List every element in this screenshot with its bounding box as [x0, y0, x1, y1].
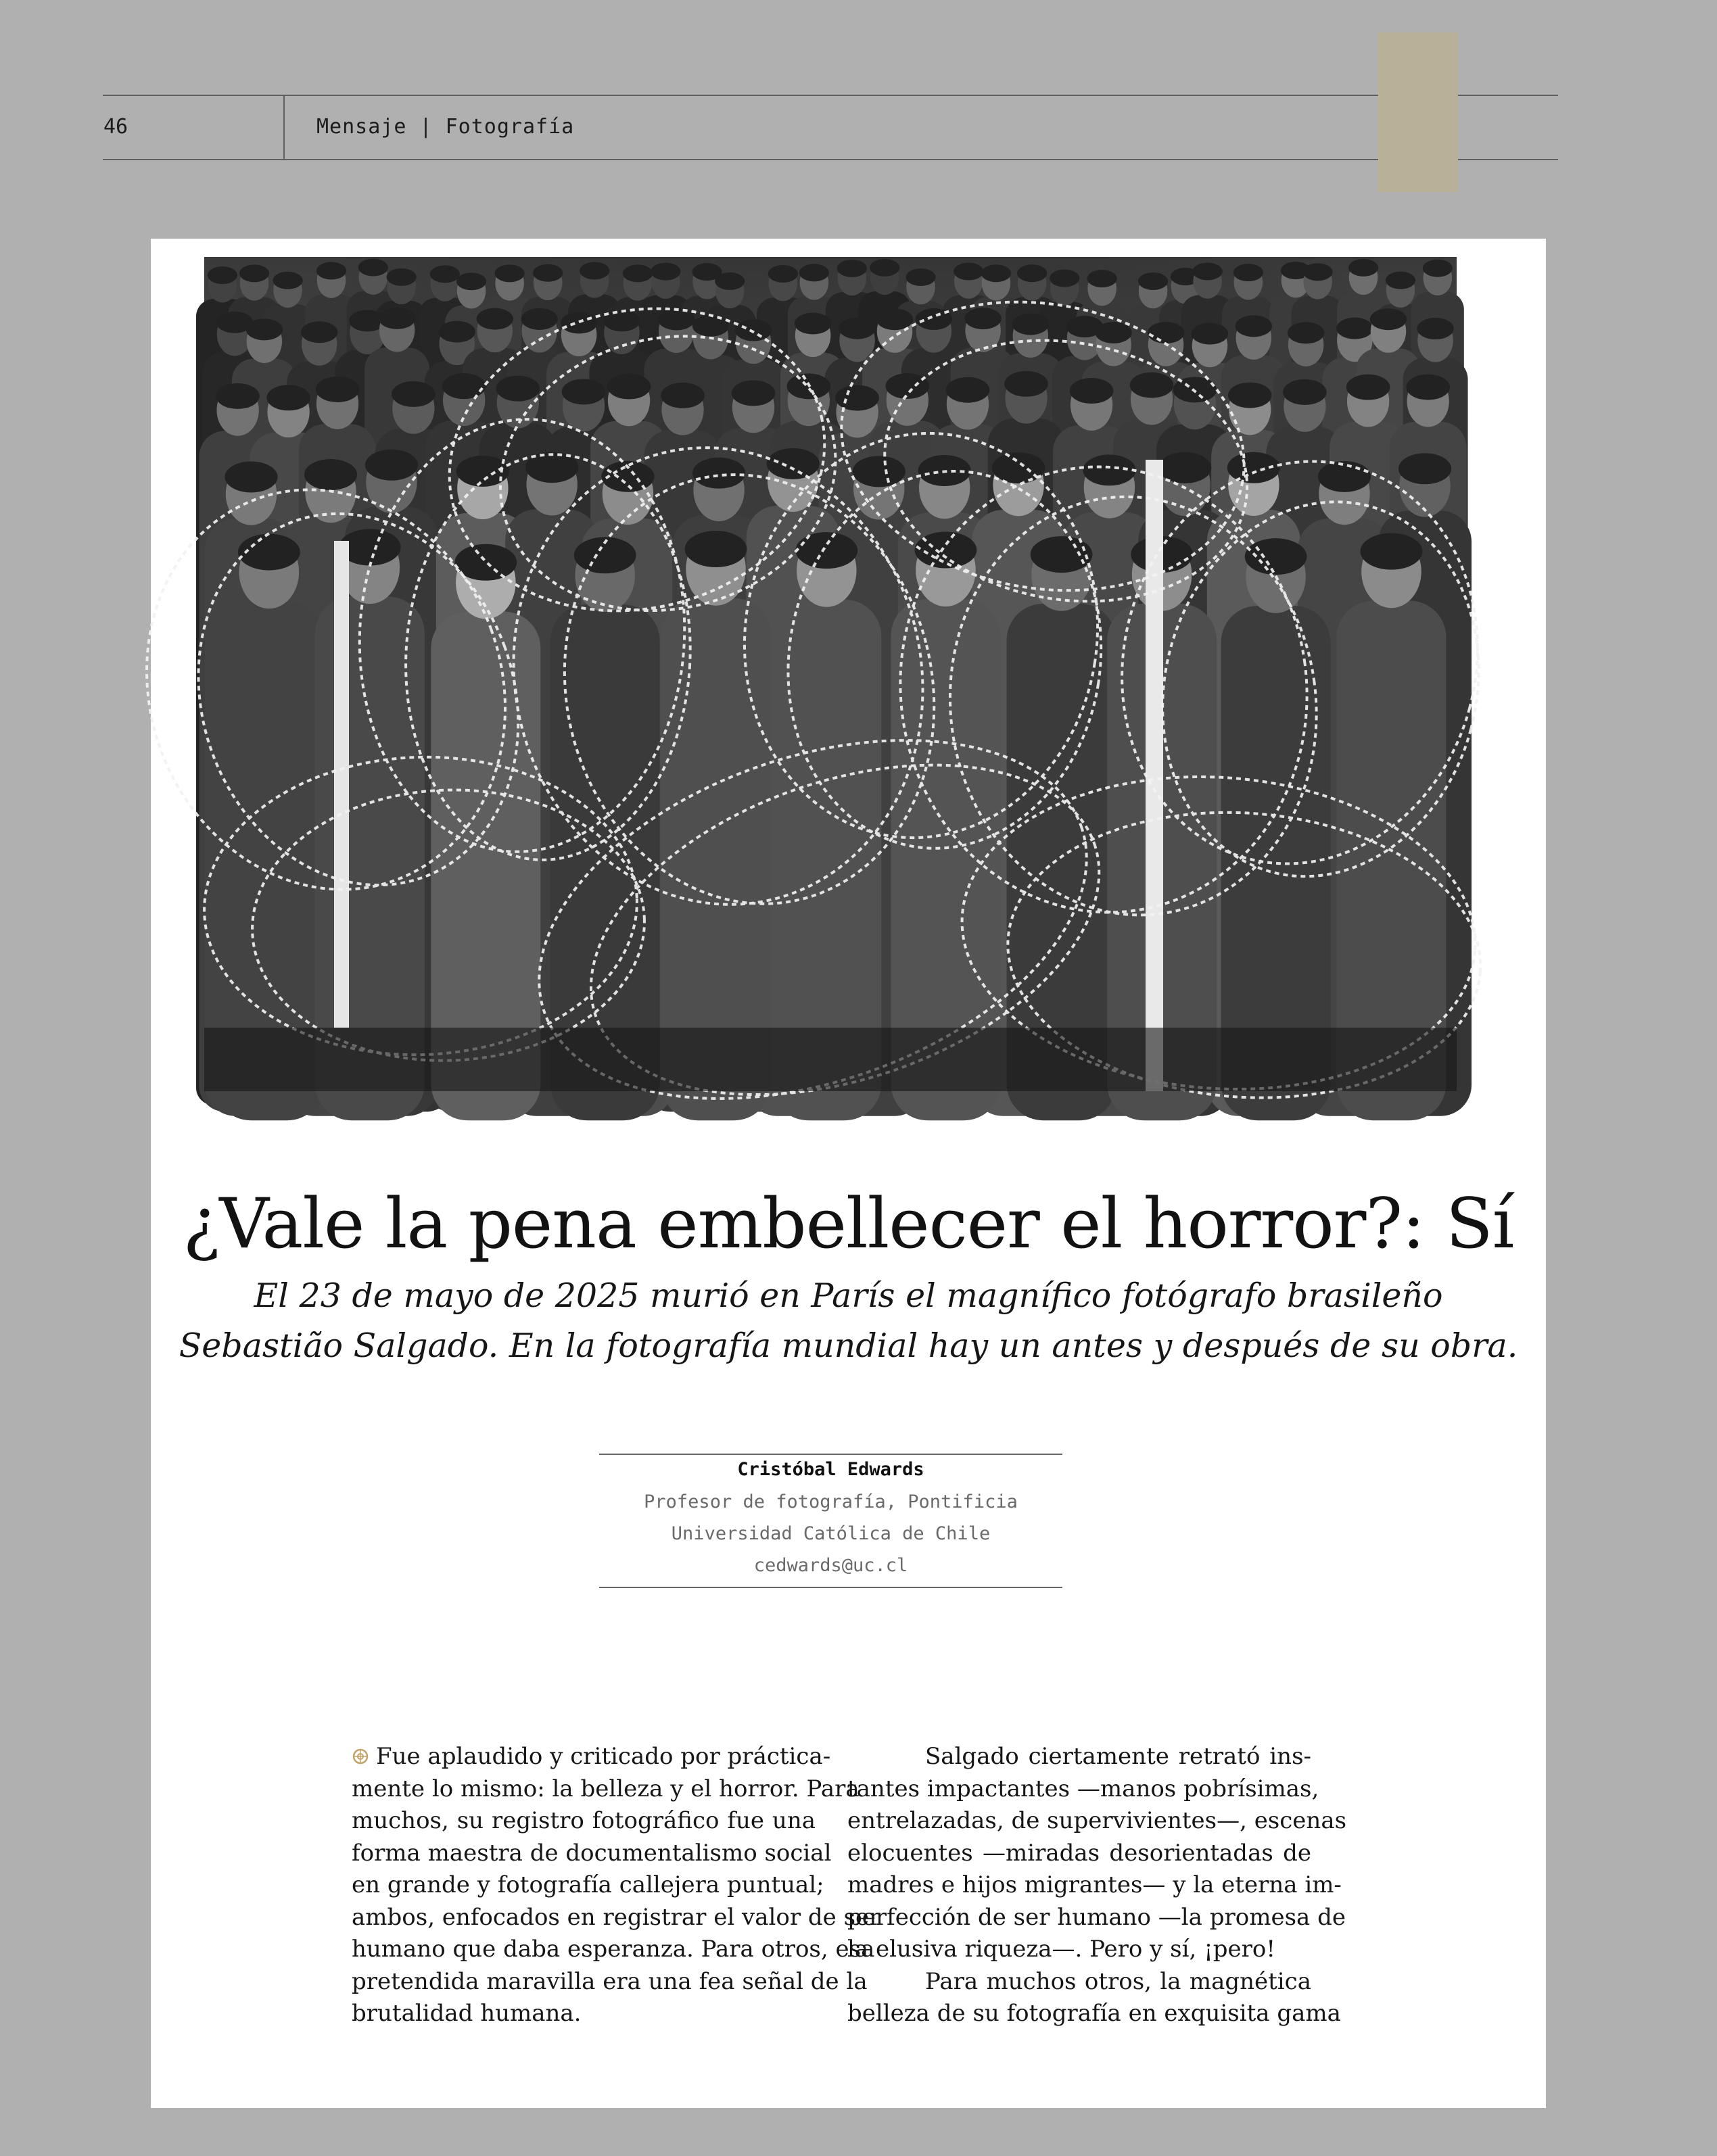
author-affiliation-line-2: Universidad Católica de Chile	[671, 1523, 991, 1544]
body-line: humano que daba esperanza. Para otros, esa	[352, 1936, 875, 1963]
body-column-right	[847, 1741, 1347, 2030]
body-line: mente lo mismo: la belleza y el horror. Para	[352, 1775, 860, 1802]
byline-bottom-rule	[599, 1587, 1062, 1588]
body-line: forma maestra de documentalismo social	[352, 1839, 832, 1867]
body-line: Salgado ciertamente retrató ins-	[925, 1743, 1311, 1770]
body-line: elocuentes —miradas desorientadas de	[847, 1839, 1311, 1867]
body-line: Para muchos otros, la magnética	[925, 1967, 1311, 1995]
body-column-left	[352, 1741, 880, 2030]
body-line: en grande y fotografía callejera puntual;	[352, 1871, 824, 1898]
body-line: madres e hijos migrantes— y la eterna im-	[847, 1871, 1342, 1898]
running-head: Mensaje | Fotografía	[316, 115, 575, 139]
section-color-tab	[1378, 32, 1458, 192]
author-affiliation-line-1: Profesor de fotografía, Pontificia	[644, 1491, 1018, 1512]
crowd-behind-barbed-wire-photo	[204, 257, 1457, 1091]
body-line: belleza de su fotografía en exquisita gama	[847, 2000, 1341, 2027]
article-title: ¿Vale la pena embellecer el horror?: Sí	[183, 1184, 1514, 1265]
ornament-icon	[352, 1748, 369, 1765]
body-line: perfección de ser humano —la promesa de	[847, 1903, 1346, 1931]
article-subtitle-line-1: El 23 de mayo de 2025 murió en París el magnífico fotógrafo brasileño	[254, 1276, 1443, 1315]
body-line: Fue aplaudido y criticado por práctica-	[352, 1741, 816, 1773]
header-top-rule	[103, 95, 1558, 96]
author-name: Cristóbal Edwards	[737, 1459, 924, 1480]
body-line: brutalidad humana.	[352, 2000, 582, 2027]
body-line: ambos, enfocados en registrar el valor de ser	[352, 1903, 880, 1931]
body-line: tantes impactantes —manos pobrísimas,	[847, 1775, 1319, 1802]
body-line: muchos, su registro fotográfico fue una	[352, 1807, 816, 1834]
header-divider	[283, 95, 285, 160]
body-line: pretendida maravilla era una fea señal de la	[352, 1967, 868, 1995]
author-email: cedwards@uc.cl	[753, 1555, 908, 1576]
article-subtitle-line-2: Sebastião Salgado. En la fotografía mundial hay un antes y después de su obra.	[179, 1326, 1518, 1365]
article-page	[151, 239, 1546, 2108]
byline-top-rule	[599, 1454, 1062, 1455]
body-line: la elusiva riqueza—. Pero y sí, ¡pero!	[847, 1936, 1276, 1963]
header-bottom-rule	[103, 159, 1558, 160]
page-number: 46	[103, 115, 128, 139]
body-line: entrelazadas, de supervivientes—, escenas	[847, 1807, 1347, 1834]
